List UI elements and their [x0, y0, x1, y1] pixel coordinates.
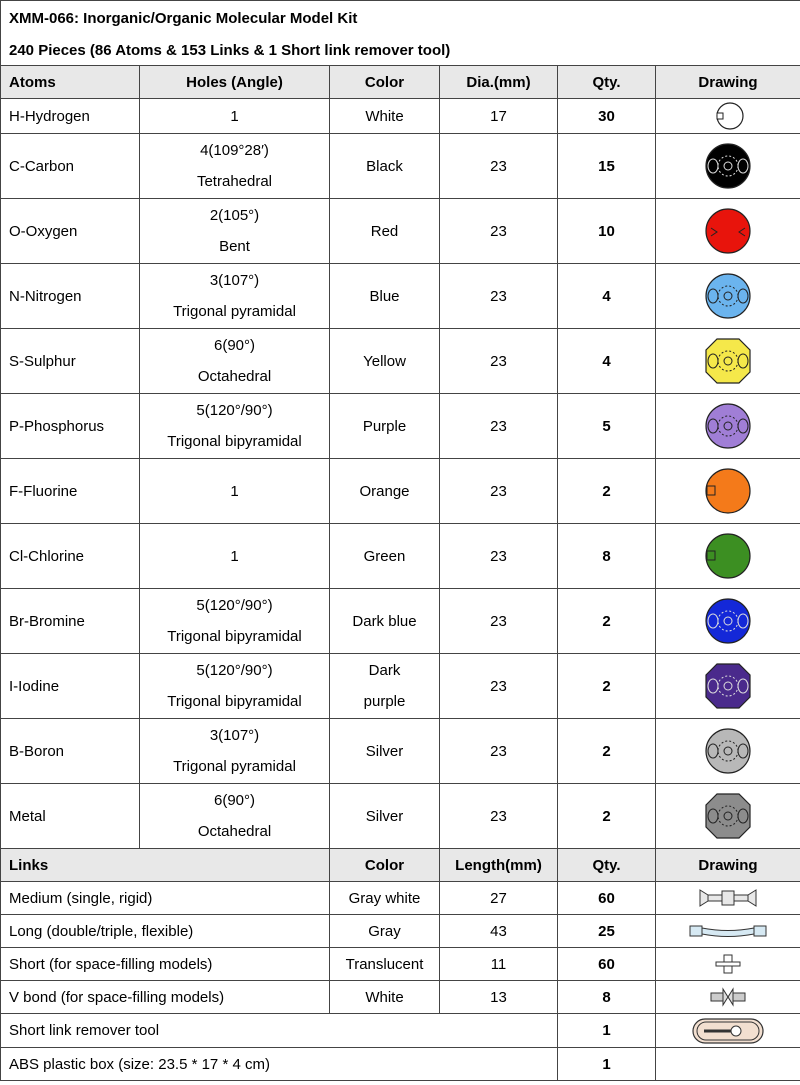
atom-color-cell [330, 199, 440, 264]
box-name: ABS plastic box (size: 23.5 * 17 * 4 cm) [1, 1048, 558, 1081]
atom-color: Dark blue [352, 612, 417, 630]
atom-holes [140, 264, 330, 329]
link-length: 11 [440, 948, 558, 981]
holes-angle: 5(120°/90°) [196, 662, 273, 679]
atom-color-cell [330, 329, 440, 394]
holes-angle: 1 [230, 482, 239, 500]
link-drawing [656, 981, 800, 1014]
atom-row [1, 719, 800, 784]
atom-name: Cl-Chlorine [1, 524, 140, 589]
atom-color: Blue [369, 287, 400, 305]
link-length: 13 [440, 981, 558, 1014]
holes-geometry: Bent [219, 238, 250, 255]
holes-geometry: Trigonal pyramidal [173, 303, 296, 320]
iodine-atom-icon [703, 661, 753, 711]
atom-diameter: 23 [440, 589, 558, 654]
atom-qty: 5 [558, 394, 656, 459]
atom-drawing [656, 199, 800, 264]
atom-holes [140, 654, 330, 719]
holes-angle: 1 [230, 107, 239, 125]
atoms-header-row [1, 66, 800, 99]
link-row [1, 981, 800, 1014]
atom-holes [140, 394, 330, 459]
link-row [1, 882, 800, 915]
holes-angle: 6(90°) [213, 337, 255, 354]
oxygen-atom-icon [703, 206, 753, 256]
atom-holes [140, 99, 330, 134]
atom-holes [140, 589, 330, 654]
atom-color-2: purple [363, 693, 406, 710]
atom-holes [140, 329, 330, 394]
atom-diameter: 23 [440, 329, 558, 394]
atom-color-cell [330, 784, 440, 849]
holes-geometry: Octahedral [197, 368, 272, 385]
atom-color: White [365, 107, 404, 125]
atom-diameter: 23 [440, 199, 558, 264]
kit-subtitle: 240 Pieces (86 Atoms & 153 Links & 1 Short link remover tool) [1, 36, 800, 66]
sulphur-atom-icon [703, 336, 753, 386]
nitrogen-atom-icon [703, 271, 753, 321]
holes-angle: 3(107°) [209, 272, 260, 289]
carbon-atom-icon [703, 141, 753, 191]
holes-geometry: Trigonal bipyramidal [167, 628, 302, 645]
atom-color: Red [370, 222, 399, 240]
atom-diameter: 23 [440, 134, 558, 199]
holes-angle: 4(109°28′) [200, 142, 269, 159]
atom-diameter: 23 [440, 264, 558, 329]
atom-row [1, 329, 800, 394]
box-drawing [656, 1048, 800, 1081]
header-link-qty: Qty. [558, 849, 656, 882]
atom-drawing [656, 719, 800, 784]
atom-name: P-Phosphorus [1, 394, 140, 459]
atom-qty: 2 [558, 589, 656, 654]
medium-link-icon [698, 886, 758, 910]
header-drawing: Drawing [656, 66, 800, 99]
atom-row [1, 654, 800, 719]
hydrogen-atom-icon [711, 99, 745, 133]
atom-color-cell [330, 134, 440, 199]
atom-name: N-Nitrogen [1, 264, 140, 329]
chlorine-atom-icon [703, 531, 753, 581]
atom-row [1, 784, 800, 849]
atom-name: H-Hydrogen [1, 99, 140, 134]
atom-color: Silver [365, 807, 404, 825]
link-drawing [656, 948, 800, 981]
holes-angle: 2(105°) [209, 207, 260, 224]
atom-drawing [656, 459, 800, 524]
atom-diameter: 23 [440, 459, 558, 524]
link-qty: 8 [558, 981, 656, 1014]
atom-diameter: 23 [440, 719, 558, 784]
atom-color: Orange [359, 482, 410, 500]
atom-name: S-Sulphur [1, 329, 140, 394]
header-links: Links [1, 849, 330, 882]
atom-drawing [656, 394, 800, 459]
atom-diameter: 23 [440, 784, 558, 849]
box-qty: 1 [558, 1048, 656, 1081]
atom-row [1, 589, 800, 654]
atom-diameter: 23 [440, 524, 558, 589]
fluorine-atom-icon [703, 466, 753, 516]
metal-atom-icon [703, 791, 753, 841]
atom-holes [140, 459, 330, 524]
link-qty: 60 [558, 948, 656, 981]
atom-row [1, 264, 800, 329]
atom-holes [140, 199, 330, 264]
links-header-row [1, 849, 800, 882]
atom-color-cell [330, 589, 440, 654]
link-color: Gray white [330, 882, 440, 915]
atom-row [1, 134, 800, 199]
atom-drawing [656, 589, 800, 654]
long-link-icon [688, 919, 768, 943]
atom-name: I-Iodine [1, 654, 140, 719]
atom-drawing [656, 264, 800, 329]
remover-tool-name: Short link remover tool [1, 1014, 558, 1048]
atom-color: Black [366, 157, 403, 175]
link-drawing [656, 915, 800, 948]
atom-drawing [656, 99, 800, 134]
remover-tool-row [1, 1014, 800, 1048]
atom-qty: 4 [558, 329, 656, 394]
atom-color-cell [330, 524, 440, 589]
link-row [1, 915, 800, 948]
header-link-drawing: Drawing [656, 849, 800, 882]
atom-color-cell [330, 719, 440, 784]
atom-drawing [656, 654, 800, 719]
atom-qty: 4 [558, 264, 656, 329]
atom-color: Purple [362, 417, 407, 435]
link-qty: 25 [558, 915, 656, 948]
atom-name: O-Oxygen [1, 199, 140, 264]
link-color: White [330, 981, 440, 1014]
atom-name: Br-Bromine [1, 589, 140, 654]
holes-angle: 3(107°) [209, 727, 260, 744]
holes-geometry: Trigonal bipyramidal [167, 433, 302, 450]
atom-holes [140, 524, 330, 589]
link-row [1, 948, 800, 981]
remover-tool-icon [692, 1018, 764, 1044]
header-color: Color [330, 66, 440, 99]
atom-drawing [656, 329, 800, 394]
link-color: Gray [330, 915, 440, 948]
bromine-atom-icon [703, 596, 753, 646]
atom-color: Green [363, 547, 406, 565]
holes-angle: 6(90°) [213, 792, 255, 809]
atom-color: Silver [365, 742, 404, 760]
atom-qty: 2 [558, 654, 656, 719]
remover-tool-drawing [656, 1014, 800, 1048]
atom-name: Metal [1, 784, 140, 849]
atom-row [1, 394, 800, 459]
link-drawing [656, 882, 800, 915]
link-color: Translucent [330, 948, 440, 981]
atom-color-cell [330, 459, 440, 524]
short-link-icon [713, 952, 743, 976]
link-name: Medium (single, rigid) [1, 882, 330, 915]
holes-geometry: Trigonal bipyramidal [167, 693, 302, 710]
link-name: V bond (for space-filling models) [1, 981, 330, 1014]
holes-geometry: Tetrahedral [196, 173, 273, 190]
header-length: Length(mm) [440, 849, 558, 882]
atom-color: Dark [368, 662, 401, 679]
atom-row [1, 524, 800, 589]
v-bond-icon [708, 985, 748, 1009]
holes-geometry: Octahedral [197, 823, 272, 840]
header-link-color: Color [330, 849, 440, 882]
link-length: 43 [440, 915, 558, 948]
atom-row [1, 199, 800, 264]
header-holes: Holes (Angle) [140, 66, 330, 99]
atom-color-cell [330, 394, 440, 459]
atom-diameter: 17 [440, 99, 558, 134]
atom-drawing [656, 134, 800, 199]
header-qty: Qty. [558, 66, 656, 99]
box-row [1, 1048, 800, 1081]
phosphorus-atom-icon [703, 401, 753, 451]
atom-qty: 15 [558, 134, 656, 199]
atom-qty: 2 [558, 459, 656, 524]
atom-qty: 2 [558, 784, 656, 849]
atom-name: F-Fluorine [1, 459, 140, 524]
atom-color-cell [330, 654, 440, 719]
link-length: 27 [440, 882, 558, 915]
atom-row [1, 459, 800, 524]
atom-color-cell [330, 99, 440, 134]
atom-drawing [656, 524, 800, 589]
atom-diameter: 23 [440, 654, 558, 719]
link-name: Short (for space-filling models) [1, 948, 330, 981]
atom-holes [140, 784, 330, 849]
holes-angle: 5(120°/90°) [196, 402, 273, 419]
atom-holes [140, 134, 330, 199]
atom-holes [140, 719, 330, 784]
atom-name: C-Carbon [1, 134, 140, 199]
atom-qty: 2 [558, 719, 656, 784]
atom-qty: 30 [558, 99, 656, 134]
holes-angle: 1 [230, 547, 239, 565]
atom-color: Yellow [363, 352, 406, 370]
holes-geometry: Trigonal pyramidal [173, 758, 296, 775]
link-qty: 60 [558, 882, 656, 915]
atom-qty: 8 [558, 524, 656, 589]
atom-name: B-Boron [1, 719, 140, 784]
atom-qty: 10 [558, 199, 656, 264]
link-name: Long (double/triple, flexible) [1, 915, 330, 948]
holes-angle: 5(120°/90°) [196, 597, 273, 614]
header-dia: Dia.(mm) [440, 66, 558, 99]
boron-atom-icon [703, 726, 753, 776]
atom-row [1, 99, 800, 134]
kit-title: XMM-066: Inorganic/Organic Molecular Model Kit [1, 1, 800, 36]
remover-tool-qty: 1 [558, 1014, 656, 1048]
atom-color-cell [330, 264, 440, 329]
header-atoms: Atoms [1, 66, 140, 99]
atom-diameter: 23 [440, 394, 558, 459]
atom-drawing [656, 784, 800, 849]
